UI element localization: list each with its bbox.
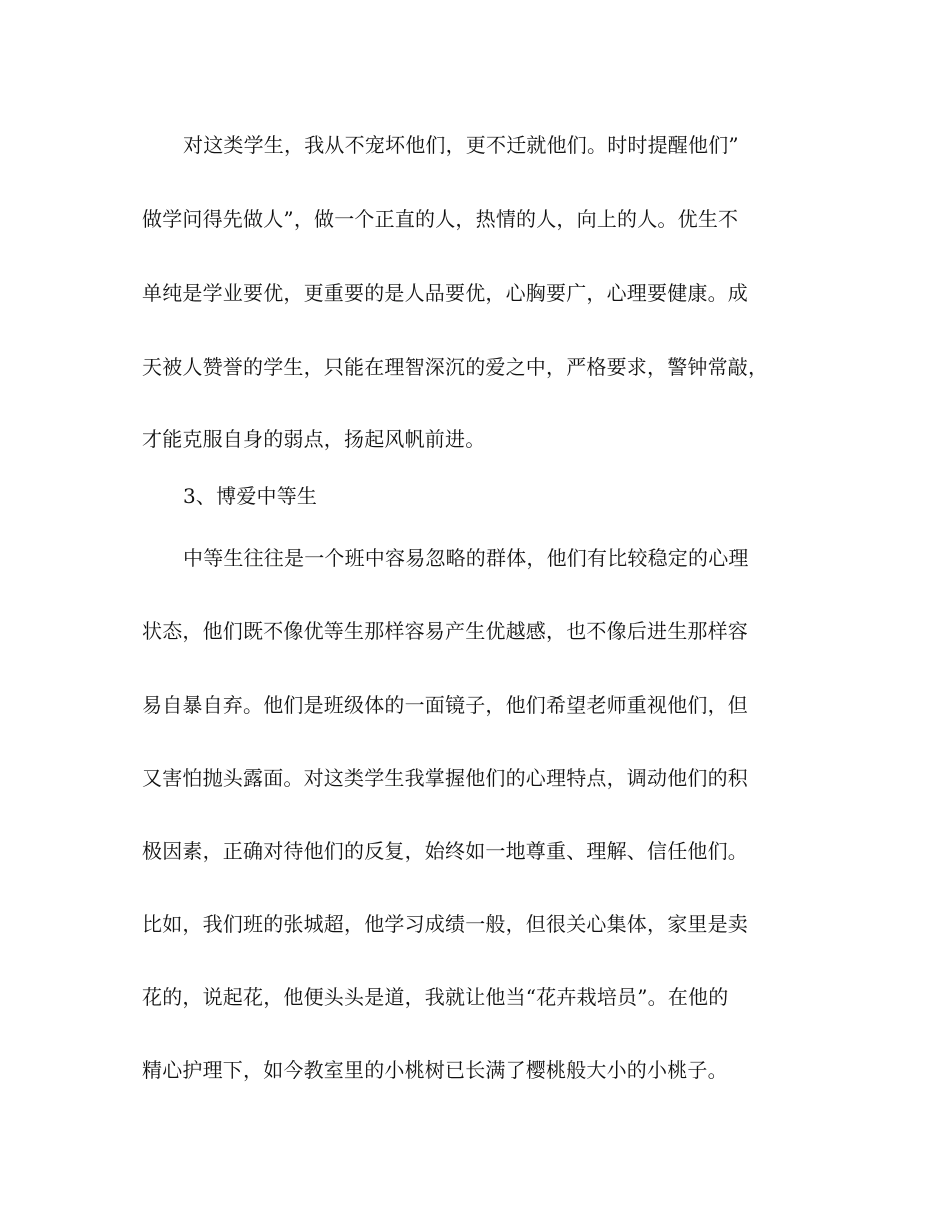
section-heading: 3、博爱中等生 xyxy=(183,484,318,508)
paragraph-1-line-5: 才能克服自身的弱点，扬起风帆前进。 xyxy=(142,427,486,451)
paragraph-1-line-4: 天被人赞誉的学生，只能在理智深沉的爱之中，严格要求，警钟常敲， xyxy=(142,355,769,379)
paragraph-1-line-3: 单纯是学业要优，更重要的是人品要优，心胸要广，心理要健康。成 xyxy=(142,281,748,305)
paragraph-1-line-1: 对这类学生，我从不宠坏他们，更不迁就他们。时时提醒他们” xyxy=(183,133,739,157)
paragraph-2-line-2: 状态，他们既不像优等生那样容易产生优越感，也不像后进生那样容 xyxy=(142,619,748,643)
paragraph-2-line-1: 中等生往往是一个班中容易忽略的群体，他们有比较稳定的心理 xyxy=(183,546,749,570)
paragraph-1-line-2: 做学问得先做人”，做一个正直的人，热情的人，向上的人。优生不 xyxy=(142,207,739,231)
paragraph-2-line-7: 花的，说起花，他便头头是道，我就让他当“花卉栽培员”。在他的 xyxy=(142,985,729,1009)
paragraph-2-line-5: 极因素，正确对待他们的反复，始终如一地尊重、理解、信任他们。 xyxy=(142,839,748,863)
paragraph-2-line-8: 精心护理下，如今教室里的小桃树已长满了樱桃般大小的小桃子。 xyxy=(142,1058,728,1082)
paragraph-2-line-4: 又害怕抛头露面。对这类学生我掌握他们的心理特点，调动他们的积 xyxy=(142,766,748,790)
paragraph-2-line-3: 易自暴自弃。他们是班级体的一面镜子，他们希望老师重视他们，但 xyxy=(142,693,748,717)
paragraph-2-line-6: 比如，我们班的张城超，他学习成绩一般，但很关心集体，家里是卖 xyxy=(142,912,748,936)
